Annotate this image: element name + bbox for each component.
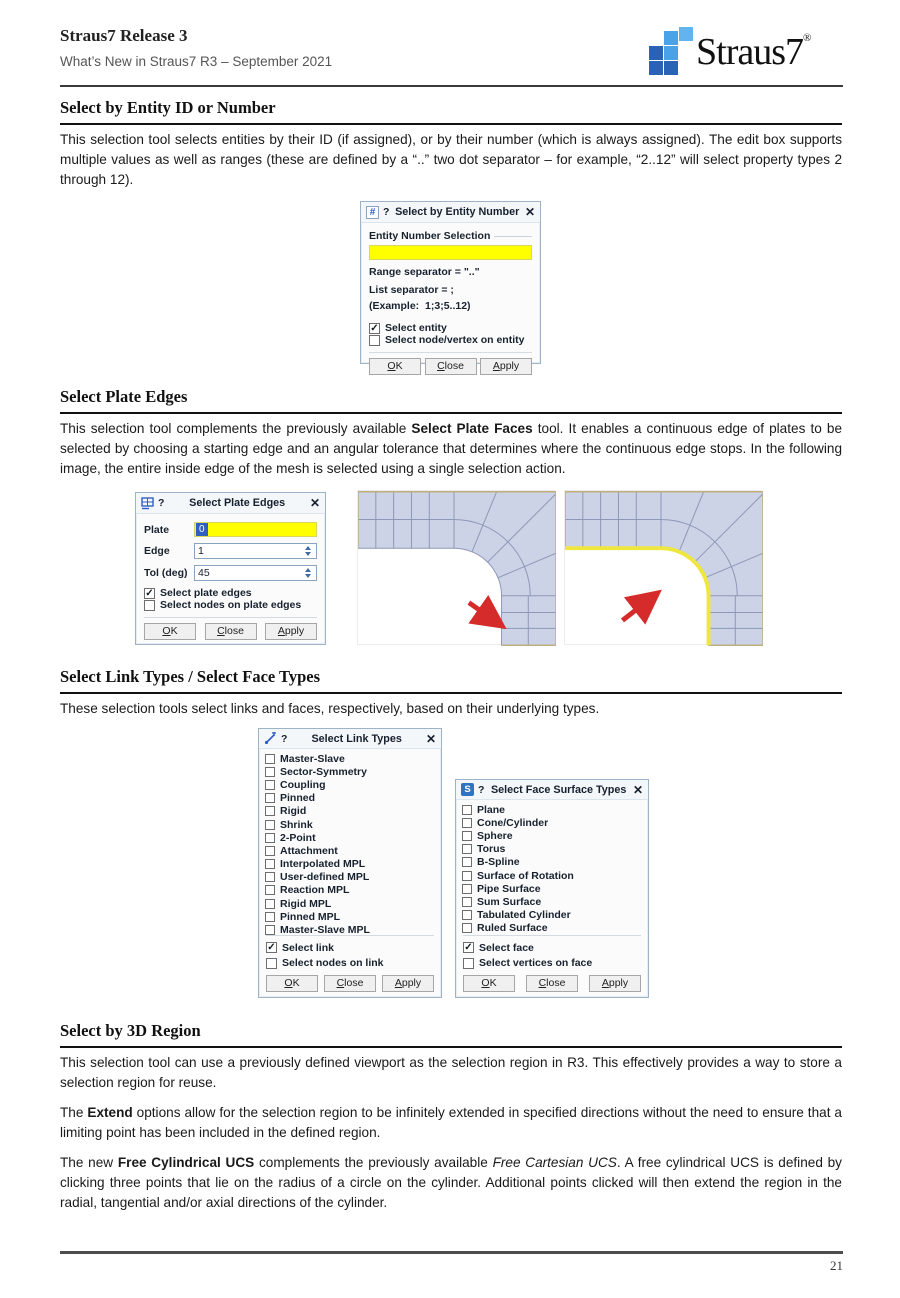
straus7-logo-text: Straus7® (696, 31, 811, 73)
text-segment: The (60, 1105, 88, 1120)
checkbox[interactable] (266, 958, 277, 969)
checkbox[interactable] (265, 912, 275, 922)
link-options (266, 935, 434, 971)
close-button[interactable]: Close (205, 623, 257, 640)
checkbox-label: Rigid MPL (280, 897, 332, 910)
checkbox[interactable] (369, 335, 380, 346)
checkbox[interactable]: ✓ (370, 322, 379, 334)
close-button[interactable]: Close (526, 975, 578, 992)
checkbox-item[interactable] (462, 882, 642, 895)
ok-button[interactable]: OK (266, 975, 318, 992)
text-segment: These selection tools select links and faces, respectively, based on their underlying types. (60, 701, 600, 716)
hash-icon: # (366, 206, 379, 219)
checkbox[interactable] (462, 831, 472, 841)
checkbox-item[interactable] (265, 778, 435, 791)
checkbox-item[interactable] (144, 599, 317, 611)
dialog-titlebar[interactable] (259, 729, 441, 749)
checkbox-label: Sum Surface (477, 895, 542, 908)
checkbox[interactable] (265, 859, 275, 869)
text-segment: This selection tool complements the previously available (60, 421, 412, 436)
link-type-list (259, 749, 441, 937)
checkbox[interactable] (265, 754, 275, 764)
checkbox-label: Sector-Symmetry (280, 765, 367, 778)
checkbox-item[interactable] (462, 843, 642, 856)
text-segment: Free Cylindrical UCS (117, 1155, 255, 1170)
dialog-buttons (144, 623, 317, 640)
checkbox-item[interactable] (265, 858, 435, 871)
checkbox-item[interactable] (265, 818, 435, 831)
logo-square (664, 31, 678, 45)
checkbox-label: Pinned (280, 792, 316, 805)
text-segment: Free Cartesian UCS (492, 1155, 617, 1170)
text-segment: tool. It enables a continuous edge of plates to be selected by choosing a starting edge and an angular tolerance that determines where the continuous edge stops. In the following image, the entire inside edge of the mesh is selected using a single selection action. (60, 421, 843, 476)
section-heading-entity: Select by Entity ID or Number (60, 98, 842, 125)
mesh-figure-after (564, 490, 762, 645)
checkbox[interactable] (265, 780, 275, 790)
checkbox[interactable] (462, 857, 472, 867)
checkbox-label: Select face (479, 941, 534, 954)
dialog-separator (369, 352, 532, 353)
highlighted-edge (565, 548, 709, 645)
apply-button[interactable]: Apply (589, 975, 641, 992)
plate-edge-options (144, 587, 317, 611)
range-separator-text: Range separator = ".." (369, 266, 480, 278)
tol-field-input[interactable]: 45 (194, 565, 317, 581)
checkbox-item[interactable] (265, 765, 435, 778)
checkbox[interactable] (462, 844, 472, 854)
dialog-title: Select by Entity Number (395, 206, 520, 218)
dialog-select-plate-edges (135, 492, 326, 645)
checkbox[interactable] (265, 885, 275, 895)
checkbox-item[interactable] (369, 322, 532, 334)
document-title: Straus7 Release 3 (60, 26, 188, 45)
mesh-figure-before (357, 490, 555, 645)
checkbox-item[interactable] (462, 869, 642, 882)
checkbox-label: Plane (477, 803, 506, 816)
checkbox-label: Select node/vertex on entity (385, 334, 525, 346)
checkbox-item[interactable] (462, 922, 642, 935)
spinner-control[interactable] (303, 568, 313, 578)
edge-field-input[interactable]: 1 (194, 543, 317, 559)
logo-square (679, 27, 693, 41)
checkbox-label: Select vertices on face (479, 957, 593, 970)
text-segment: This selection tool can use a previously defined viewport as the selection region in R3. This effectively provides a way to store a selection region for reuse. (60, 1055, 842, 1090)
checkbox-label: Ruled Surface (477, 922, 548, 935)
checkbox-label: Coupling (280, 778, 326, 791)
checkbox[interactable] (265, 820, 275, 830)
dialog-buttons (369, 358, 532, 375)
checkbox-label: Pinned MPL (280, 910, 341, 923)
spin-down-icon[interactable] (305, 574, 311, 578)
dialog-title: Select Link Types (311, 732, 402, 745)
ok-button[interactable]: OK (144, 623, 196, 640)
dialog-buttons (463, 975, 641, 992)
checkbox-item[interactable] (265, 884, 435, 897)
checkbox[interactable] (462, 884, 472, 894)
dialog-select-face-types (455, 779, 649, 998)
paragraph-link-face (60, 699, 842, 719)
dialog-separator (144, 617, 317, 618)
checkbox-item[interactable] (265, 752, 435, 765)
section-heading-plate-edges: Select Plate Edges (60, 387, 842, 414)
spin-down-icon[interactable] (305, 552, 311, 556)
close-icon[interactable]: ✕ (425, 731, 436, 746)
entity-number-input[interactable] (369, 245, 532, 260)
example-text: (Example: 1;3;5..12) (369, 300, 471, 312)
checkbox[interactable] (265, 806, 275, 816)
checkbox[interactable] (462, 897, 472, 907)
plate-field-input[interactable] (194, 522, 317, 537)
checkbox[interactable] (463, 958, 474, 969)
surface-icon: S (461, 783, 474, 796)
selected-text: 0 (196, 523, 208, 536)
checkbox-item[interactable] (265, 831, 435, 844)
text-segment: The new (60, 1155, 118, 1170)
dialog-titlebar[interactable] (136, 493, 325, 514)
face-options (463, 935, 641, 971)
checkbox[interactable] (462, 910, 472, 920)
dialog-title: Select Plate Edges (189, 497, 286, 509)
checkbox-item[interactable] (462, 895, 642, 908)
checkbox-item[interactable] (462, 816, 642, 829)
checkbox[interactable] (144, 600, 155, 611)
red-arrow-icon (469, 603, 499, 624)
checkbox-label: Torus (477, 843, 506, 856)
checkbox[interactable] (462, 805, 472, 815)
plate-field-label: Plate (144, 523, 170, 536)
checkbox[interactable] (265, 899, 275, 909)
ok-button[interactable]: OK (463, 975, 515, 992)
apply-button[interactable]: Apply (480, 358, 532, 375)
logo-square (649, 46, 663, 60)
checkbox-label: Master-Slave MPL (280, 924, 370, 937)
text-segment: options allow for the selection region to be infinitely extended in specified directions without the need to ensure that a limiting point has been included in the defined region. (60, 1105, 842, 1140)
close-icon[interactable]: ✕ (309, 496, 320, 510)
plate-icon (141, 497, 154, 510)
checkbox[interactable] (265, 767, 275, 777)
help-button[interactable]: ? (158, 497, 165, 509)
checkbox-label: Tabulated Cylinder (477, 909, 571, 922)
help-button[interactable]: ? (478, 783, 485, 796)
dialog-title: Select Face Surface Types (490, 783, 627, 796)
checkbox-item[interactable] (462, 829, 642, 842)
face-type-list (456, 800, 648, 935)
page-number: 21 (830, 1258, 843, 1273)
ok-button[interactable]: OK (369, 358, 421, 375)
footer-rule (60, 1251, 843, 1254)
checkbox[interactable] (265, 793, 275, 803)
checkbox[interactable] (265, 872, 275, 882)
checkbox-item[interactable] (265, 792, 435, 805)
checkbox-label: Select plate edges (160, 587, 252, 599)
paragraph-3d-region-1 (60, 1053, 842, 1093)
spinner-control[interactable] (303, 546, 313, 556)
groupbox-rule (494, 236, 532, 237)
close-button[interactable]: Close (324, 975, 376, 992)
dialog-select-by-entity-number (360, 201, 541, 372)
dialog-select-link-types (258, 728, 442, 998)
checkbox-label: Select link (282, 941, 334, 954)
text-segment: This selection tool selects entities by their ID (if assigned), or by their number (which is always assigned). The edit box supports multiple values as well as ranges (these are defined by a “..” two dot separator – for example, “2..12” will select property types 2 through 12). (60, 132, 842, 187)
text-segment: . A free cylindrical UCS is defined by clicking three points that lie on the radius of a circle on the cylinder. Additional points clicked will then extend the region in the radial, tangential and/or axial directions of the cylinder. (60, 1155, 842, 1210)
dialog-titlebar[interactable] (456, 780, 648, 800)
checkbox-item[interactable] (369, 334, 532, 346)
checkbox-item[interactable] (463, 940, 641, 956)
checkbox-item[interactable] (266, 940, 434, 956)
document-subtitle: What’s New in Straus7 R3 – September 2021 (60, 54, 333, 69)
spin-up-icon[interactable] (305, 546, 311, 550)
checkbox[interactable]: ✓ (267, 942, 276, 954)
tol-field-label: Tol (deg) (144, 567, 188, 579)
checkbox-label: Interpolated MPL (280, 858, 366, 871)
help-button[interactable]: ? (383, 206, 390, 218)
checkbox[interactable] (265, 846, 275, 856)
checkbox-label: Shrink (280, 818, 313, 831)
checkbox-label: B-Spline (477, 856, 520, 869)
checkbox-label: Select nodes on link (282, 957, 384, 970)
apply-button[interactable]: Apply (382, 975, 434, 992)
mesh-after-svg (565, 491, 763, 646)
spin-up-icon[interactable] (305, 568, 311, 572)
section-heading-3d-region: Select by 3D Region (60, 1021, 842, 1048)
logo-square (664, 46, 678, 60)
apply-button[interactable]: Apply (265, 623, 317, 640)
checkbox-label: Pipe Surface (477, 882, 541, 895)
checkbox[interactable] (462, 818, 472, 828)
mesh-before-svg (358, 491, 556, 646)
checkbox-label: Reaction MPL (280, 884, 350, 897)
checkbox-label: 2-Point (280, 831, 316, 844)
close-button[interactable]: Close (425, 358, 477, 375)
link-icon (264, 732, 277, 745)
checkbox[interactable] (265, 925, 275, 935)
header-rule (60, 85, 843, 87)
entity-options (369, 322, 532, 346)
checkbox-item[interactable] (265, 910, 435, 923)
checkbox[interactable]: ✓ (464, 942, 473, 954)
checkbox-label: Sphere (477, 829, 513, 842)
checkbox-item[interactable] (265, 897, 435, 910)
dialog-titlebar[interactable] (361, 202, 540, 223)
checkbox[interactable] (265, 833, 275, 843)
red-arrow-icon (622, 596, 654, 621)
dialog-buttons (266, 975, 434, 992)
straus7-logo (648, 26, 858, 78)
checkbox-item[interactable] (265, 805, 435, 818)
checkbox-label: Attachment (280, 844, 338, 857)
checkbox-label: Rigid (280, 805, 307, 818)
section-heading-link-face: Select Link Types / Select Face Types (60, 667, 842, 694)
checkbox[interactable]: ✓ (145, 587, 154, 599)
paragraph-entity (60, 130, 842, 190)
checkbox-label: Surface of Rotation (477, 869, 574, 882)
checkbox-item[interactable] (462, 803, 642, 816)
close-icon[interactable]: ✕ (632, 782, 643, 797)
checkbox-item[interactable] (265, 844, 435, 857)
checkbox-item[interactable] (144, 587, 317, 599)
checkbox-item[interactable] (266, 956, 434, 972)
text-segment: Extend (87, 1105, 133, 1120)
paragraph-3d-region-3 (60, 1153, 842, 1213)
checkbox-item[interactable] (463, 956, 641, 972)
text-segment: Select Plate Faces (411, 421, 533, 436)
paragraph-3d-region-2 (60, 1103, 842, 1143)
paragraph-plate-edges (60, 419, 842, 479)
checkbox-item[interactable] (462, 856, 642, 869)
checkbox-label: Cone/Cylinder (477, 816, 549, 829)
logo-square (664, 61, 678, 75)
straus7-logo-icon (648, 27, 696, 77)
groupbox-label: Entity Number Selection (369, 230, 532, 242)
checkbox[interactable] (462, 871, 472, 881)
checkbox-label: User-defined MPL (280, 871, 370, 884)
checkbox[interactable] (462, 923, 472, 933)
text-segment: complements the previously available (254, 1155, 493, 1170)
help-button[interactable]: ? (281, 732, 288, 745)
close-icon[interactable]: ✕ (524, 205, 535, 219)
logo-square (649, 61, 663, 75)
checkbox-item[interactable] (265, 871, 435, 884)
checkbox-item[interactable] (462, 909, 642, 922)
registered-mark: ® (803, 32, 811, 44)
checkbox-label: Select entity (385, 322, 447, 334)
edge-field-label: Edge (144, 545, 170, 557)
checkbox-label: Master-Slave (280, 752, 345, 765)
list-separator-text: List separator = ; (369, 284, 454, 296)
checkbox-label: Select nodes on plate edges (160, 599, 302, 611)
